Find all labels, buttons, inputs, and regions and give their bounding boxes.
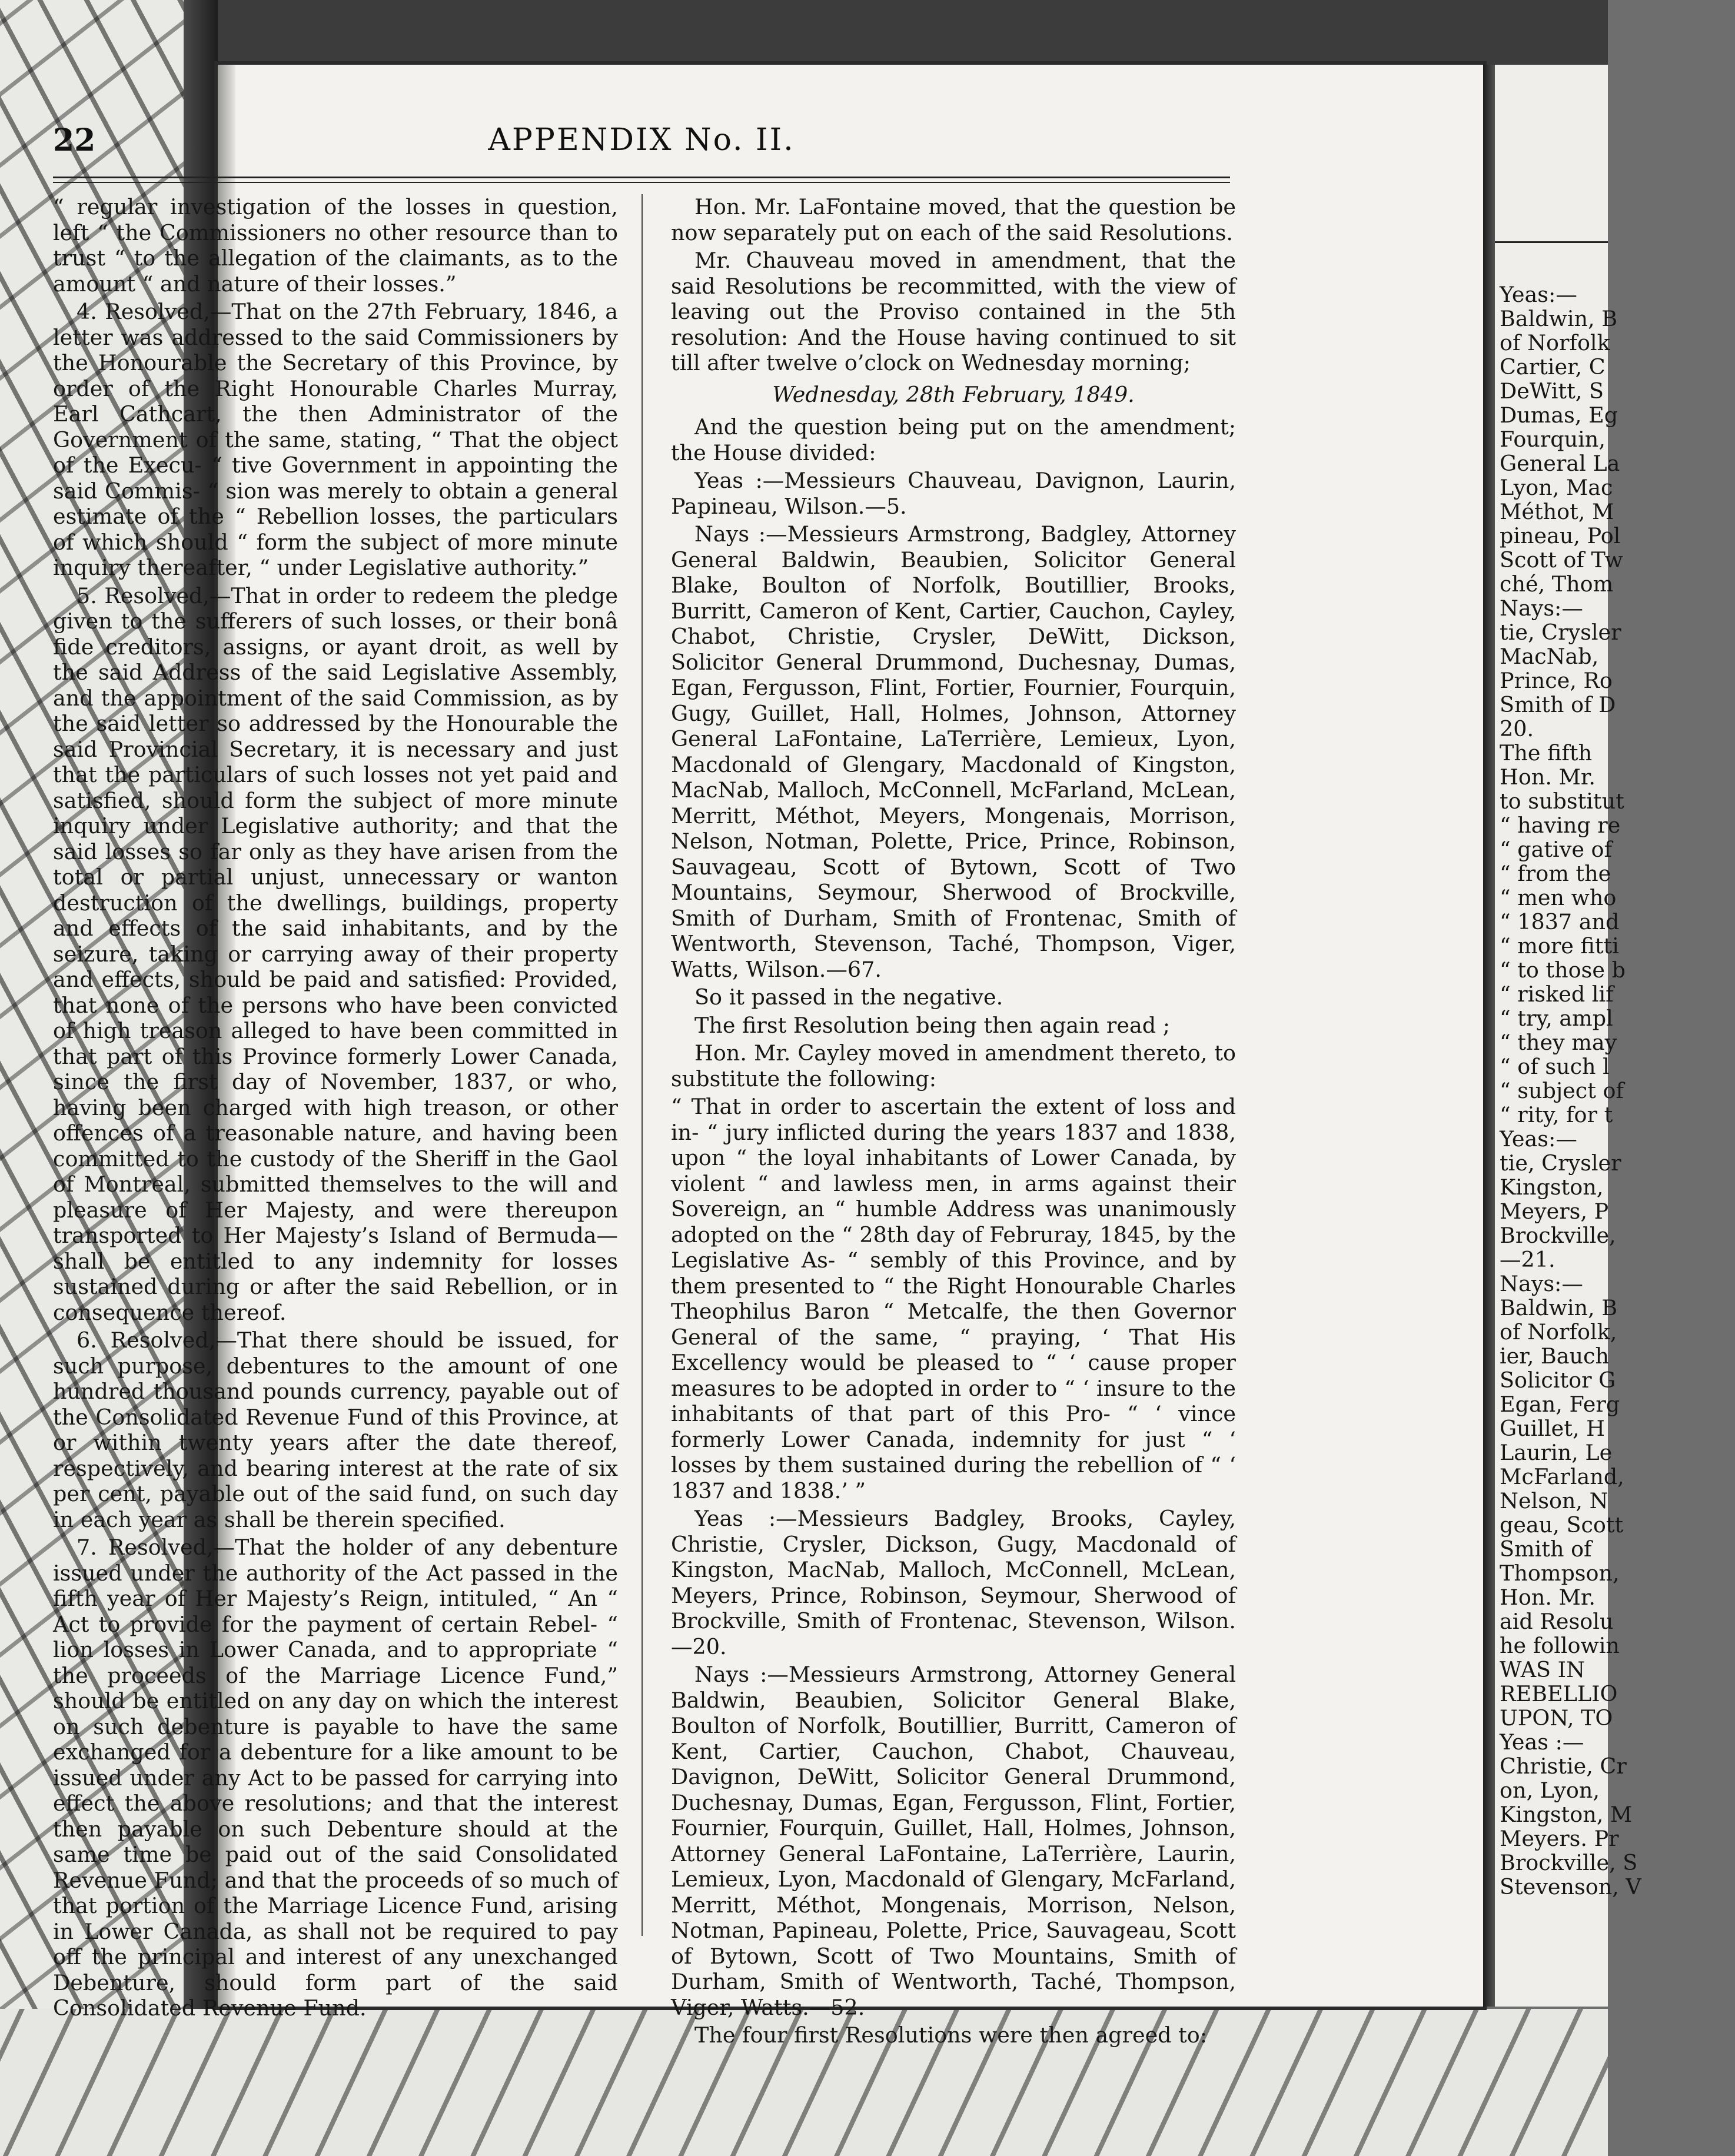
resolution-7: 7. Resolved,—That the holder of any debenture issued under the authority of the Act passed in the fifth year of Her Majesty’s Reign, intituled, “ An “ Act to provide for the payment of certain Rebel- “ lion losses in Lower Canada, and to appropriate “ the proceeds of the Marriage Licence Fund,” should be entitled on any day on which the interest on such debenture is payable to have the same exchanged for a debenture for a like amount to be issued under any Act to be passed for carrying into effect the above resolutions; and that the interest then payable on such Debenture should at the same time be paid out of the said Consolidated Revenue Fund; and that the proceeds of so much of that portion of the Marriage Licence Fund, arising in Lower Canada, as shall not be required to pay off the principal and interest of any unexchanged Debenture, should form part of the said Consolidated Revenue Fund.: [53, 1535, 618, 2021]
adjacent-page-line: Thompson,: [1500, 1561, 1620, 1586]
adjacent-page-line: Brockville, S: [1500, 1850, 1638, 1875]
adjacent-page-line: “ rity, for t: [1500, 1102, 1613, 1127]
adjacent-page-line: “ men who: [1500, 885, 1617, 910]
adjacent-page-line: “ having re: [1500, 813, 1621, 838]
adjacent-page-line: “ more fitti: [1500, 933, 1619, 959]
adjacent-page-line: Baldwin, B: [1500, 306, 1618, 331]
adjacent-page-line: 20.: [1500, 716, 1534, 741]
adjacent-page-line: Yeas :—: [1500, 1729, 1584, 1755]
adjacent-page-line: to substitut: [1500, 788, 1624, 814]
adjacent-page-line: pineau, Pol: [1500, 523, 1621, 548]
yeas-first-division: Yeas :—Messieurs Chauveau, Davignon, Laurin, Papineau, Wilson.—5.: [671, 468, 1236, 519]
cayley-amendment: Hon. Mr. Cayley moved in amendment thereto, to substitute the following:: [671, 1040, 1236, 1092]
adjacent-page-line: WAS IN: [1500, 1657, 1586, 1682]
adjacent-page-line: DeWitt, S: [1500, 378, 1604, 404]
nays-second-division: Nays :—Messieurs Armstrong, Attorney General Baldwin, Beaubien, Solicitor General Blake, Boulton of Norfolk, Boutillier, Burritt, Cameron of Kent, Cartier, Cauchon, Chabot, Chauveau, Davignon, DeWitt, Solicitor General Drummond, Duchesnay, Dumas, Egan, Fergusson, Flint, Fortier, Fournier, Fourquin, Guillet, Hall, Holmes, Johnson, Attorney General LaFontaine, LaTerrière, Laurin, Lemieux, Lyon, Macdonald of Glengary, McFarland, Merritt, Méthot, Mongenais, Morrison, Nelson, Notman, Papineau, Polette, Price, Sauvageau, Scott of Bytown, Scott of Two Mountains, Smith of Durham, Smith of Wentworth, Taché, Thompson, Viger, Watts.—52.: [671, 1662, 1236, 2020]
resolutions-agreed: The four first Resolutions were then agreed to:: [694, 2022, 1208, 2048]
resolution-6: 6. Resolved,—That there should be issued, for such purpose, debentures to the amount of one hundred thousand pounds currency, payable out of the Consolidated Revenue Fund of this Province, at or within twenty years after the date thereof, respectively, and bearing interest at the rate of six per cent, payable out of the said fund, on such day in each year as shall be therein specified.: [53, 1327, 618, 1532]
question-put: And the question being put on the amendment; the House divided:: [671, 414, 1236, 465]
adjacent-page-line: UPON, TO: [1500, 1705, 1613, 1731]
adjacent-page-line: Smith of D: [1500, 692, 1616, 717]
adjacent-page-line: of Norfolk: [1500, 330, 1610, 355]
adjacent-page-line: Kingston, M: [1500, 1802, 1633, 1827]
adjacent-page-line: Lyon, Mac: [1500, 475, 1613, 500]
adjacent-page-line: Scott of Tw: [1500, 547, 1623, 573]
adjacent-page-line: of Norfolk,: [1500, 1319, 1617, 1345]
adjacent-page-line: Meyers. Pr: [1500, 1826, 1619, 1851]
adjacent-page-line: Baldwin, B: [1500, 1295, 1618, 1320]
adjacent-page-line: “ 1837 and: [1500, 909, 1620, 934]
adjacent-page-line: Meyers, P: [1500, 1199, 1609, 1224]
adjacent-page-line: Fourquin,: [1500, 427, 1606, 452]
adjacent-page-line: Hon. Mr.: [1500, 1585, 1596, 1610]
first-resolution-read: The first Resolution being then again read ;: [694, 1012, 1170, 1038]
adjacent-page-line: Cartier, C: [1500, 354, 1606, 380]
session-date: Wednesday, 28th February, 1849.: [772, 381, 1135, 407]
adjacent-page-line: geau, Scott: [1500, 1512, 1624, 1538]
adjacent-page-line: Laurin, Le: [1500, 1440, 1613, 1465]
book-gutter: [1483, 65, 1495, 2007]
adjacent-page-line: Hon. Mr.: [1500, 764, 1596, 790]
adjacent-page-line: General La: [1500, 451, 1620, 476]
adjacent-page-line: —21.: [1500, 1247, 1555, 1272]
passed-negative: So it passed in the negative.: [694, 984, 1003, 1010]
adjacent-page-line: REBELLIO: [1500, 1681, 1618, 1706]
page-number: 22: [53, 122, 96, 158]
adjacent-page-line: “ they may: [1500, 1030, 1617, 1055]
lafontaine-motion: Hon. Mr. LaFontaine moved, that the question be now separately put on each of the said Resolutions.: [671, 194, 1236, 245]
adjacent-page-line: Egan, Ferg: [1500, 1392, 1620, 1417]
adjacent-page-line: The fifth: [1500, 740, 1593, 766]
adjacent-page-line: Dumas, Eg: [1500, 402, 1618, 428]
adjacent-page-line: ché, Thom: [1500, 571, 1614, 597]
adjacent-page-line: McFarland,: [1500, 1464, 1624, 1489]
scan-top-band: [218, 0, 1608, 65]
adjacent-page-line: “ risked lif: [1500, 981, 1614, 1007]
running-title: APPENDIX No. II.: [488, 122, 795, 158]
adjacent-page-line: Yeas:—: [1500, 1126, 1577, 1152]
adjacent-page-line: Kingston,: [1500, 1175, 1604, 1200]
resolution-5: 5. Resolved,—That in order to redeem the pledge given to the sufferers of such losses, or their bonâ fide creditors, assigns, or ayant droit, as well by the said Address of the said Legislative Assembly, and the appointment of the said Commission, as by the said letter so addressed by the Honourable the said Provincial Secretary, it is necessary and just that the particulars of such losses not yet paid and satisfied, should form the subject of more minute inquiry under Legislative authority; and that the said losses so far only as they have arisen from the total or partial unjust, unnecessary or wanton destruction of the dwellings, buildings, property and effects of the said inhabitants, and by the seizure, taking or carrying away of their property and effects, should be paid and satisfied: Provided, that none of the persons who have been convicted of high treason alleged to have been committed in that part of this Province formerly Lower Canada, since the first day of November, 1837, or who, having been charged with high treason, or other offences of a treasonable nature, and having been committed to the custody of the Sheriff in the Gaol of Montreal, submitted themselves to the will and pleasure of Her Majesty, and were thereupon transported to Her Majesty’s Island of Bermuda— shall be entitled to any indemnity for losses sustained during or after the said Rebellion, or in consequence thereof.: [53, 583, 618, 1325]
nays-first-division: Nays :—Messieurs Armstrong, Badgley, Attorney General Baldwin, Beaubien, Solicitor General Blake, Boulton of Norfolk, Boutillier, Brooks, Burritt, Cameron of Kent, Cartier, Cauchon, Cayley, Chabot, Christie, Crysler, DeWitt, Dickson, Solicitor General Drummond, Duchesnay, Dumas, Egan, Fergusson, Flint, Fortier, Fournier, Fourquin, Gugy, Guillet, Hall, Holmes, Johnson, Attorney General LaFontaine, LaTerrière, Lemieux, Lyon, Macdonald of Glengary, Macdonald of Kingston, MacNab, Malloch, McConnell, McFarland, McLean, Merritt, Méthot, Meyers, Mongenais, Morrison, Nelson, Notman, Polette, Price, Prince, Robinson, Sauvageau, Scott of Bytown, Scott of Two Mountains, Seymour, Sherwood of Brockville, Smith of Durham, Smith of Frontenac, Smith of Wentworth, Stevenson, Taché, Thompson, Viger, Watts, Wilson.—67.: [671, 521, 1236, 982]
adjacent-page-line: Yeas:—: [1500, 282, 1577, 307]
adjacent-page-line: he followin: [1500, 1633, 1620, 1658]
adjacent-page-fragment: [1495, 65, 1641, 2007]
adjacent-page-line: aid Resolu: [1500, 1609, 1614, 1634]
adjacent-page-text: [1500, 282, 1735, 1899]
adjacent-page-line: Brockville,: [1500, 1223, 1616, 1248]
adjacent-page-line: tie, Crysler: [1500, 620, 1621, 645]
column-divider: [642, 194, 643, 1936]
adjacent-page-line: Guillet, H: [1500, 1416, 1605, 1441]
adjacent-page-line: “ try, ampl: [1500, 1006, 1613, 1031]
adjacent-page-line: MacNab,: [1500, 644, 1599, 669]
adjacent-page-line: Prince, Ro: [1500, 668, 1613, 693]
adjacent-page-line: “ to those b: [1500, 957, 1626, 983]
adjacent-page-line: Nelson, N: [1500, 1488, 1608, 1513]
right-column: [671, 194, 1236, 2048]
amendment-quote: “ That in order to ascertain the extent of loss and in- “ jury inflicted during the years 1837 and 1838, upon “ the loyal inhabitants of Lower Canada, by violent “ and lawless men, in arms against their Sovereign, an “ humble Address was unanimously adopted on the “ 28th day of Februray, 1845, by the Legislative As- “ sembly of this Province, and by them presented to “ the Right Honourable Charles Theophilus Baron “ Metcalfe, the then Governor General of the same, “ praying, ‘ That His Excellency would be pleased to “ ‘ cause proper measures to be adopted in order to “ ‘ insure to the inhabitants of that part of this Pro- “ ‘ vince formerly Lower Canada, indemnity for just “ ‘ losses by them sustained during the rebellion of “ ‘ 1837 and 1838.’ ”: [671, 1094, 1236, 1503]
resolution-4: 4. Resolved,—That on the 27th February, 1846, a letter was addressed to the said Commissioners by the Honourable the Secretary of this Province, by order of the Right Honourable Charles Murray, Earl Cathcart, the then Administrator of the Government of the same, stating, “ That the object of the Execu- “ tive Government in appointing the said Commis- “ sion was merely to obtain a general estimate of the “ Rebellion losses, the particulars of which should “ form the subject of more minute inquiry thereafter, “ under Legislative authority.”: [53, 299, 618, 580]
adjacent-page-line: “ of such l: [1500, 1054, 1610, 1079]
paragraph-continuation: “ regular investigation of the losses in question, left “ the Commissioners no other resource than to trust “ to the allegation of the claimants, as to the amount “ and nature of their losses.”: [53, 194, 618, 297]
adjacent-page-line: Christie, Cr: [1500, 1754, 1627, 1779]
chauveau-amendment: Mr. Chauveau moved in amendment, that the said Resolutions be recommitted, with the view of leaving out the Proviso contained in the 5th resolution: And the House having continued to sit till after twelve o’clock on Wednesday morning;: [671, 248, 1236, 375]
page-header: [53, 118, 1230, 165]
adjacent-page-line: tie, Crysler: [1500, 1150, 1621, 1176]
left-column: [53, 194, 618, 2021]
adjacent-page-line: Nays:—: [1500, 1271, 1583, 1296]
adjacent-page-line: Méthot, M: [1500, 499, 1614, 524]
header-rule: [53, 177, 1230, 183]
adjacent-page-rule: [1495, 241, 1608, 245]
adjacent-page-line: Solicitor G: [1500, 1368, 1616, 1393]
adjacent-page-line: “ subject of: [1500, 1078, 1624, 1103]
yeas-second-division: Yeas :—Messieurs Badgley, Brooks, Cayley, Christie, Crysler, Dickson, Gugy, Macdonald of Kingston, MacNab, Malloch, McConnell, McLean, Meyers, Prince, Robinson, Seymour, Sherwood of Brockville, Smith of Frontenac, Stevenson, Wilson.—20.: [671, 1506, 1236, 1659]
adjacent-page-line: “ gative of: [1500, 837, 1613, 862]
adjacent-page-line: Smith of: [1500, 1536, 1592, 1562]
adjacent-page-line: on, Lyon,: [1500, 1778, 1600, 1803]
adjacent-page-line: Stevenson, V: [1500, 1874, 1641, 1899]
adjacent-page-line: “ from the: [1500, 861, 1611, 886]
adjacent-page-line: ier, Bauch: [1500, 1343, 1609, 1369]
adjacent-page-line: Nays:—: [1500, 595, 1583, 621]
